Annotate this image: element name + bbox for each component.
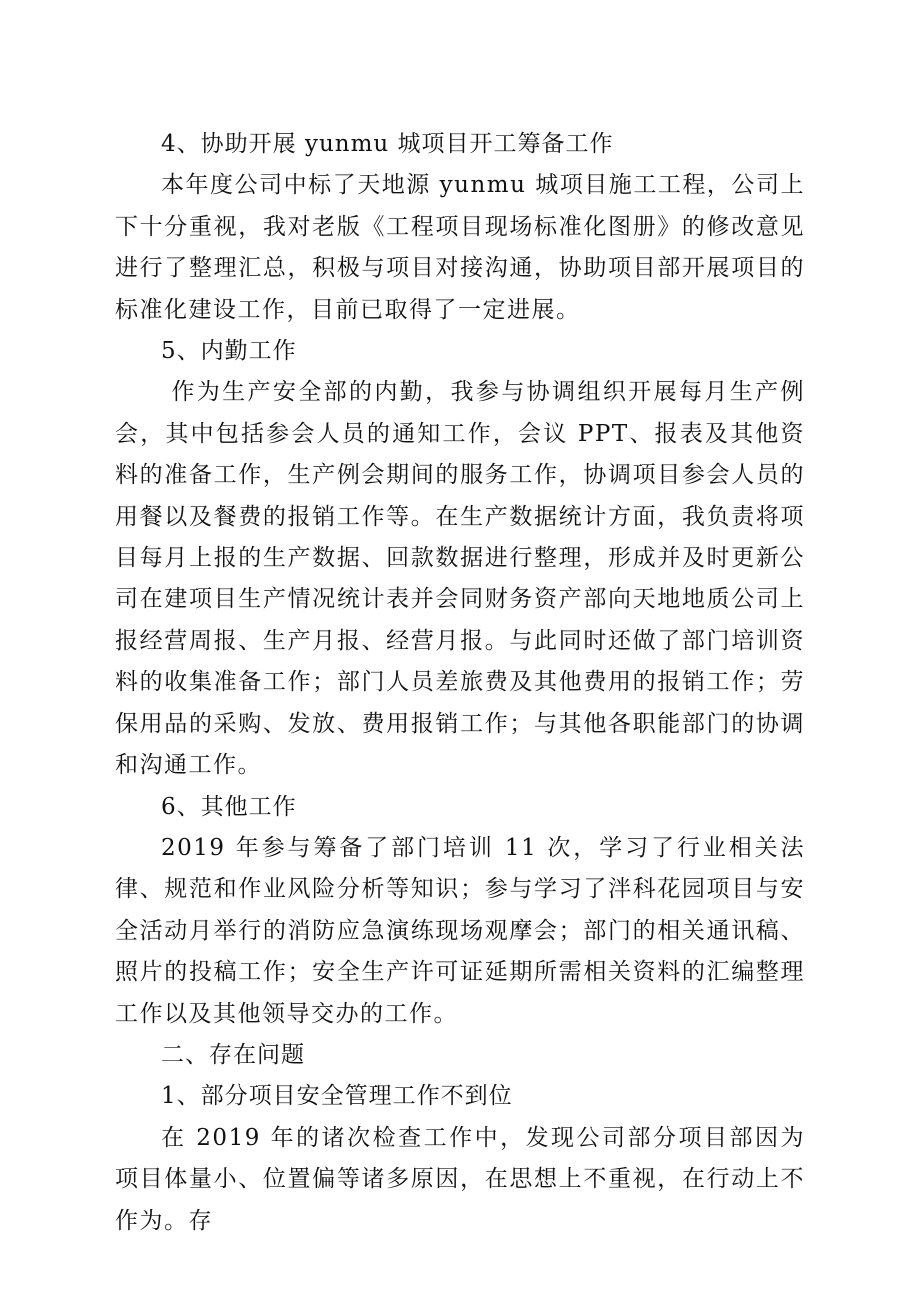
paragraph-safety-management: 在 2019 年的诸次检查工作中，发现公司部分项目部因为项目体量小、位置偏等诸多原因，在思想上不重视，在行动上不作为。存 — [115, 1124, 805, 1234]
paragraph-internal-work: 作为生产安全部的内勤，我参与协调组织开展每月生产例会，其中包括参会人员的通知工作，会议 PPT、报表及其他资料的准备工作，生产例会期间的服务工作，协调项目参会人员的用餐以及餐费的报销工作等。在生产数据统计方面，我负责将项目每月上报的生产数据、回款数据进行整理，形成并及时更新公司在建项目生产情况统计表并会同财务资产部向天地地质公司上报经营周报、生产月报、经营月报。与此同时还做了部门培训资料的收集准备工作；部门人员差旅费及其他费用的报销工作；劳保用品的采购、发放、费用报销工作；与其他各职能部门的协调和沟通工作。 — [115, 379, 805, 779]
section-heading-other-work: 6、其他工作 — [161, 793, 297, 820]
section-heading-internal-work: 5、内勤工作 — [161, 338, 297, 365]
chapter-heading-existing-problems: 二、存在问题 — [161, 1041, 305, 1068]
document-body — [115, 124, 805, 1242]
paragraph-other-work: 2019 年参与筹备了部门培训 11 次，学习了行业相关法律、规范和作业风险分析等知识；参与学习了泮科花园项目与安全活动月举行的消防应急演练现场观摩会；部门的相关通讯稿、照片的投稿工作；安全生产许可证延期所需相关资料的汇编整理工作以及其他领导交办的工作。 — [115, 834, 805, 1027]
section-heading-assist-yunmu: 4、协助开展 yunmu 城项目开工筹备工作 — [161, 131, 614, 157]
paragraph-assist-yunmu: 本年度公司中标了天地源 yunmu 城项目施工工程，公司上下十分重视，我对老版《工程项目现场标准化图册》的修改意见进行了整理汇总，积极与项目对接沟通，协助项目部开展项目的标准化建设工作，目前已取得了一定进展。 — [115, 172, 805, 323]
section-heading-safety-management: 1、部分项目安全管理工作不到位 — [161, 1083, 513, 1110]
